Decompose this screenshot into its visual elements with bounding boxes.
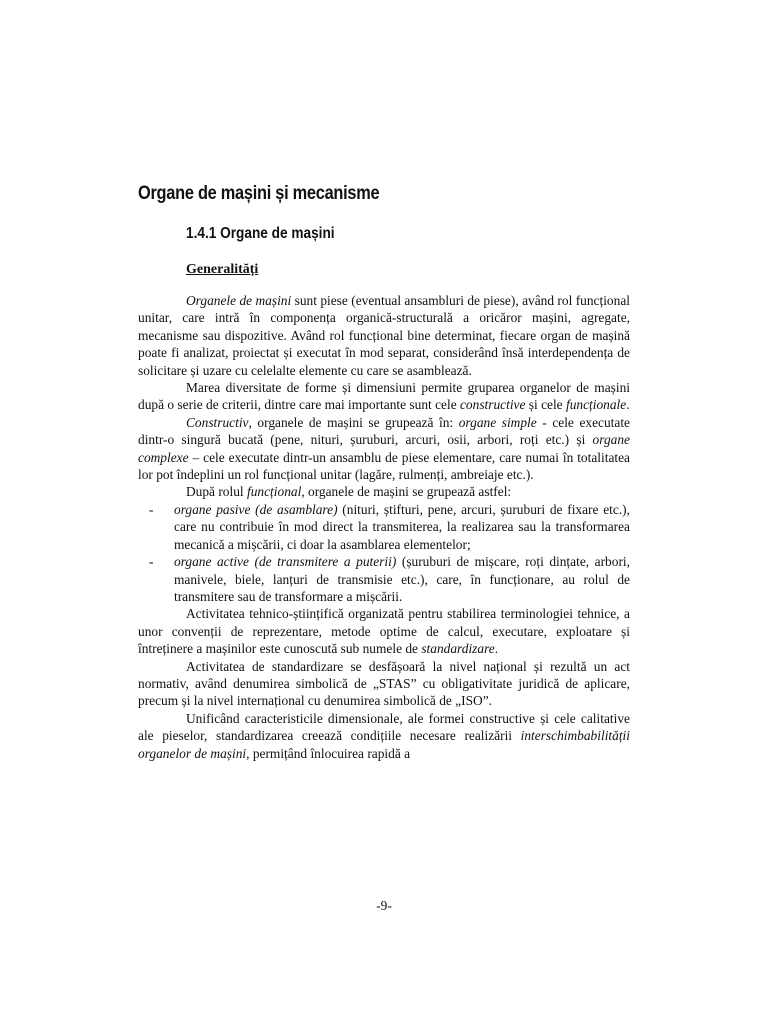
paragraph-text: .	[626, 397, 630, 413]
term-emphasis: funcțional	[247, 484, 302, 500]
paragraph-text: – cele executate dintr-un ansamblu de piese elementare, care numai în totalitatea lor pot îndeplini un rol funcțional unitar (lagăre, rulmenți, ambreiaje etc.).	[138, 449, 630, 483]
paragraph-criteria	[138, 379, 630, 414]
paragraph-text: După rolul	[186, 484, 247, 500]
paragraph-text: Activitatea tehnico-științifică organizată pentru stabilirea terminologiei tehnice, a unor convenții de reprezentare, metode optime de calcul, executare, exploatare și întreținere a mașinilor este cunoscută sub numele de	[138, 606, 630, 657]
list-item-text	[174, 501, 630, 553]
list-item	[138, 553, 630, 605]
list-dash: -	[149, 554, 154, 570]
section-title: 1.4.1 Organe de mașini	[186, 225, 335, 242]
term-emphasis: Organele de mașini	[186, 293, 292, 308]
paragraph-text: .	[494, 641, 499, 657]
term-emphasis: funcționale	[565, 397, 627, 413]
paragraph-functional	[138, 483, 630, 500]
paragraph-stas-iso	[138, 658, 630, 710]
list-item	[138, 501, 630, 553]
term-emphasis: organe active (de transmitere a puterii)	[174, 554, 397, 570]
paragraph-text: (șuruburi de mișcare, roți dințate, arbori, manivele, biele, lanțuri de transmisie etc.), care, în funcționare, au rolul de transmitere sau de transformare a mișcării.	[174, 554, 630, 604]
paragraph-definition	[138, 292, 630, 379]
paragraph-constructive	[138, 414, 630, 484]
term-emphasis: organe simple	[458, 414, 537, 430]
term-emphasis: standardizare	[421, 641, 495, 657]
paragraph-text: Activitatea de standardizare se desfășoară la nivel național și rezultă un act normativ, având denumirea simbolică de „STAS” cu obligativitate juridică de aplicare, precum și la nivel internațional cu denumirea simbolică de „ISO”.	[138, 658, 630, 709]
subsection-title: Generalități	[186, 262, 259, 277]
paragraph-text: - cele executate dintr-o singură bucată (pene, nituri, șuruburi, arcuri, osii, arbori, roți etc.) și	[138, 414, 630, 448]
term-emphasis: Constructiv	[186, 414, 249, 430]
paragraph-text: , organele de mașini se grupează în:	[248, 414, 459, 430]
term-emphasis: constructive	[459, 397, 526, 413]
list-item-text	[174, 553, 630, 605]
body-text	[138, 292, 630, 762]
paragraph-text: permițând înlocuirea rapidă a	[249, 745, 411, 761]
paragraph-standardization	[138, 605, 630, 657]
paragraph-text: sunt piese (eventual ansambluri de piese), având rol funcțional unitar, care intră în componența organică-structurală a oricăror mașini, agregate, mecanisme sau dispozitive. Având rol funcțional bine determinat, fiecare organ de mașină poate fi analizat, proiectat și executat în mod separat, considerând însă interdependența de solicitare și uzare cu celelalte elemente cu care se asamblează.	[138, 293, 630, 378]
paragraph-text: și cele	[525, 397, 566, 413]
paragraph-text: Unificând caracteristicile dimensionale, ale formei constructive și cele calitative ale pieselor, standardizarea creează condițiile necesare realizării	[138, 710, 630, 744]
paragraph-text: (nituri, știfturi, pene, arcuri, șuruburi de fixare etc.), care nu contribuie în mod direct la transmiterea, la realizarea sau la transformarea mecanică a mișcării, ci doar la asamblarea elementelor;	[174, 501, 630, 552]
paragraph-text: Marea diversitate de forme și dimensiuni permite gruparea organelor de mașini după o serie de criterii, dintre care mai importante sunt cele	[138, 380, 630, 413]
page-number: -9-	[376, 898, 392, 913]
term-emphasis: organe pasive (de asamblare)	[174, 501, 338, 517]
term-emphasis: interschimbabilității organelor de mașini,	[138, 728, 630, 761]
term-emphasis: organe complexe	[138, 432, 630, 465]
paragraph-text: , organele de mașini se grupează astfel:	[301, 484, 512, 500]
chapter-title: Organe de mașini și mecanisme	[138, 183, 380, 204]
paragraph-interchangeability	[138, 710, 630, 762]
list-dash: -	[149, 501, 154, 517]
